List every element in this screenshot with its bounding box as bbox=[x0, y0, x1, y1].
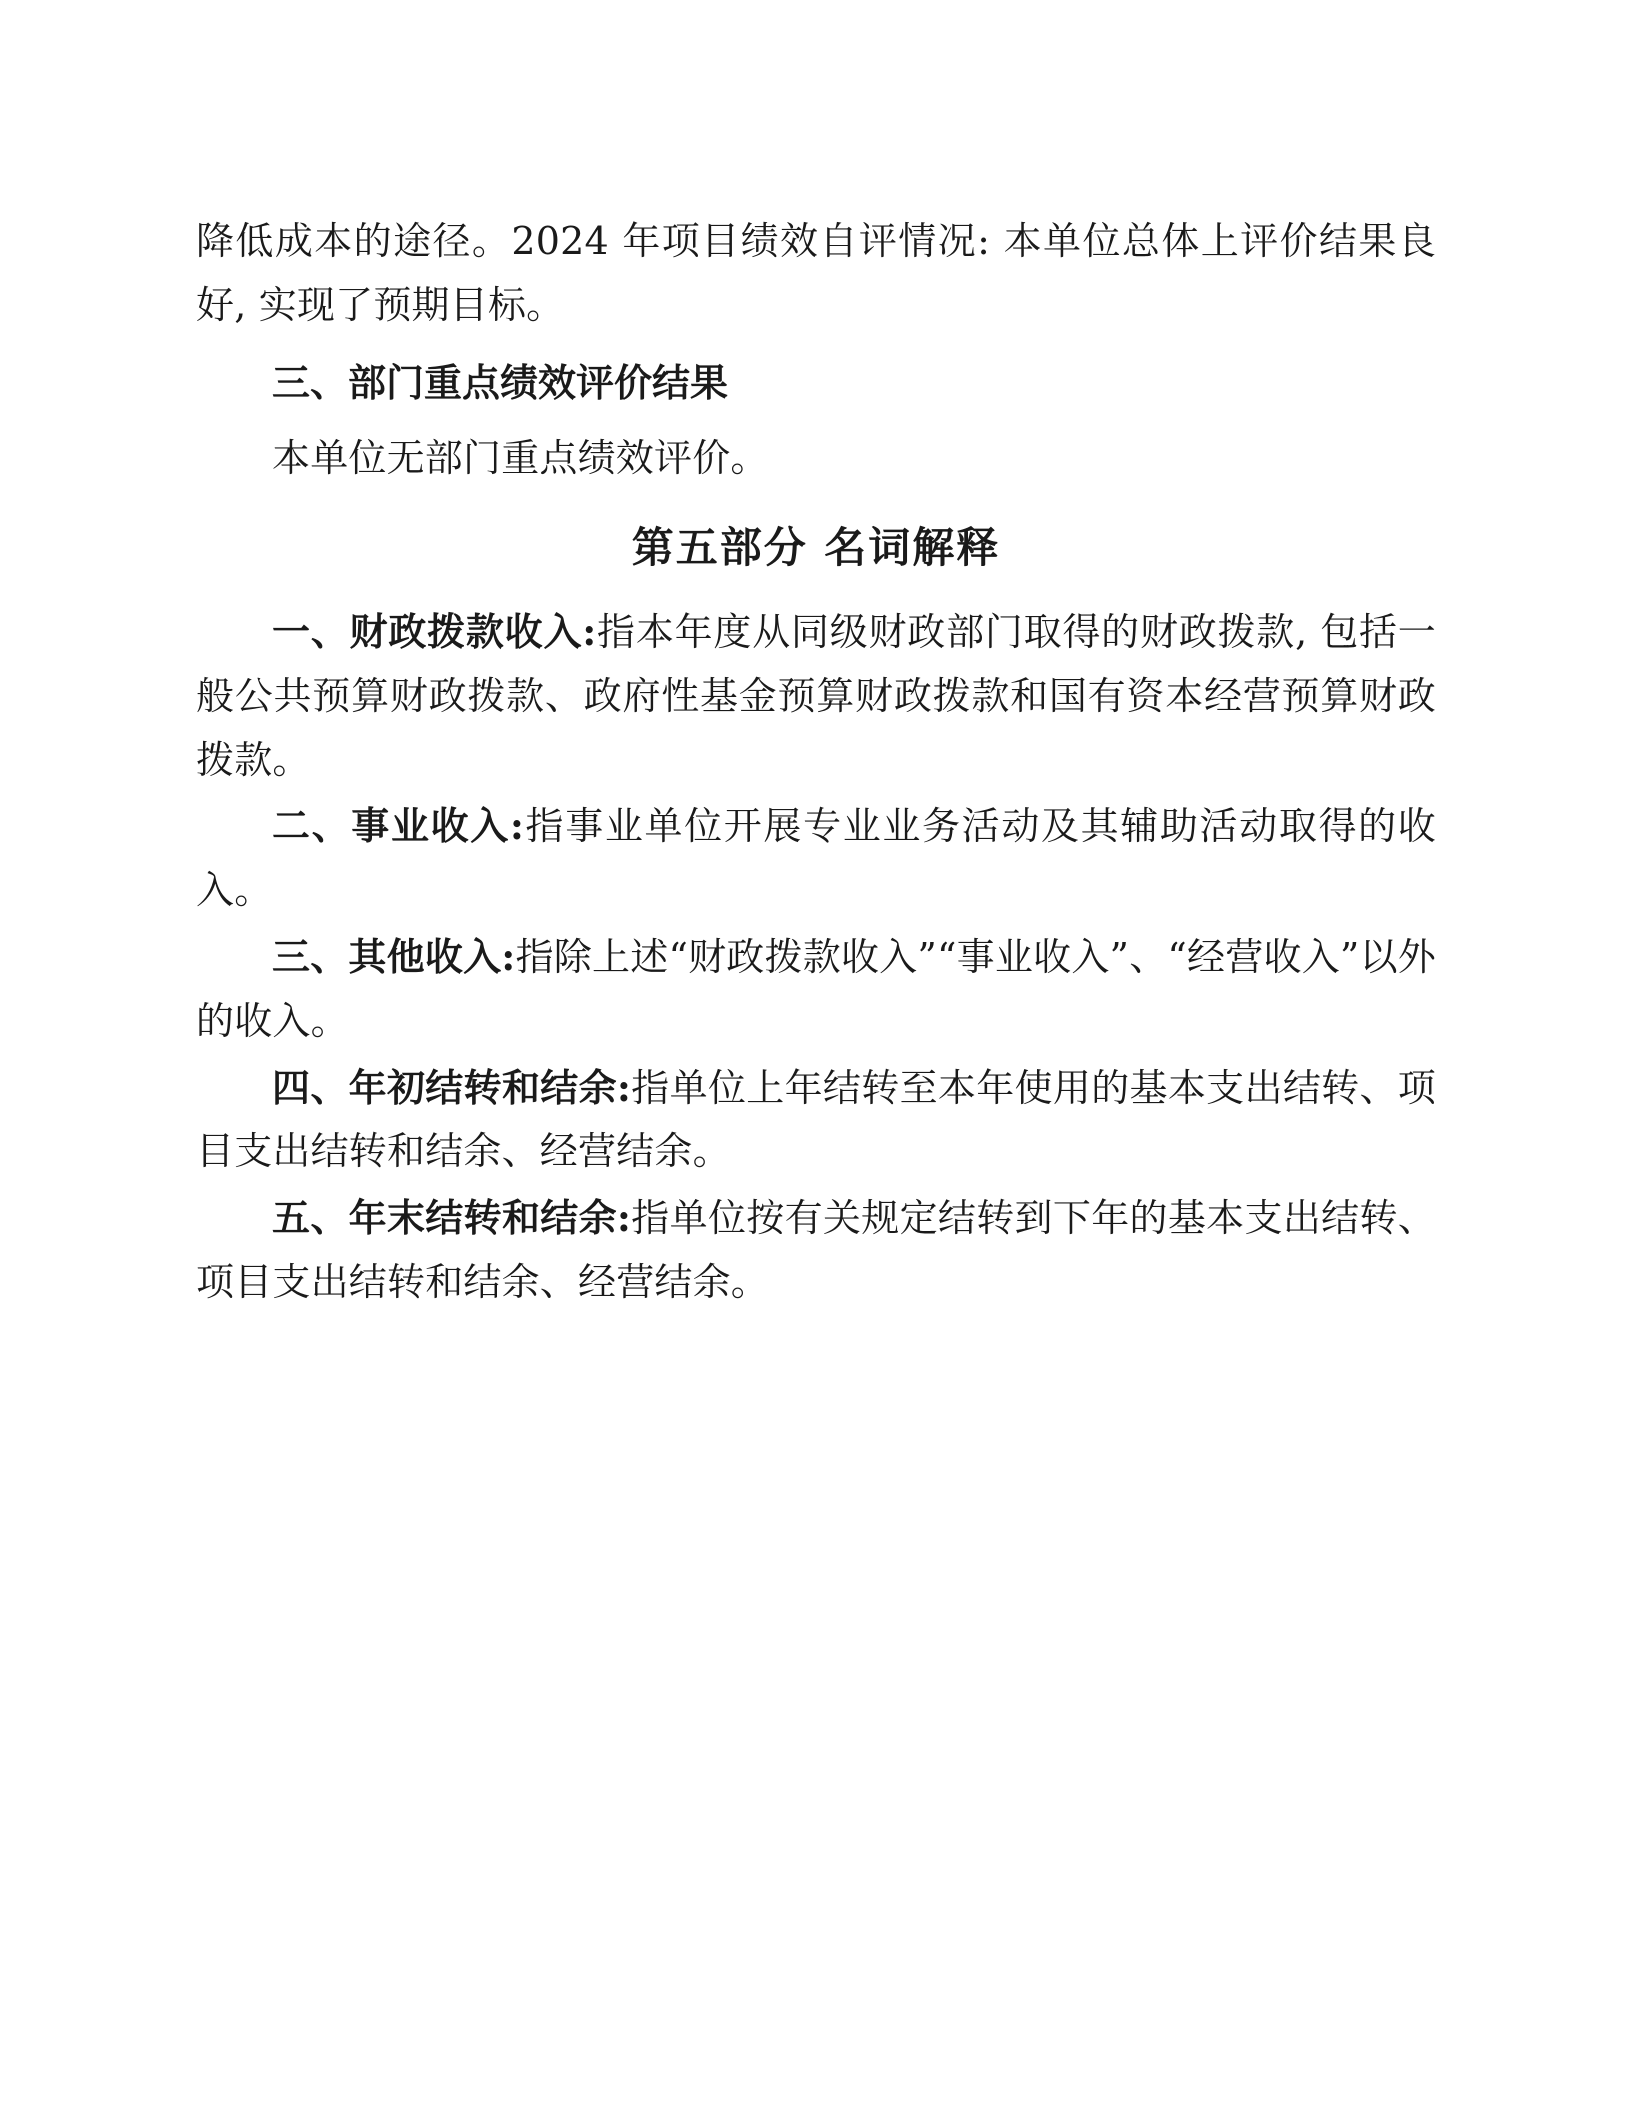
part-title: 第五部分 名词解释 bbox=[631, 523, 1001, 573]
term-label-4: 四、年初结转和结余: bbox=[272, 1064, 632, 1110]
term-text-2: 指事业单位开展专业业务活动及其辅助活动取得的收入。 bbox=[196, 804, 1436, 913]
term-label-2: 二、事业收入: bbox=[272, 803, 525, 849]
term-text-3: 指除上述“财政拨款收入”“事业收入”、“经营收入”以外的收入。 bbox=[196, 935, 1436, 1043]
term-label-1: 一、财政拨款收入: bbox=[272, 608, 597, 654]
paragraph-intro: 降低成本的途径。2024 年项目绩效自评情况: 本单位总体上评价结果良好, 实现了预期目标。 bbox=[196, 219, 1436, 327]
term-text-5: 指单位按有关规定结转到下年的基本支出结转、项目支出结转和结余、经营结余。 bbox=[196, 1196, 1437, 1305]
term-entry-1 bbox=[196, 600, 1436, 792]
term-text-1: 指本年度从同级财政部门取得的财政拨款, 包括一般公共预算财政拨款、政府性基金预算财政拨款和国有资本经营预算财政拨款。 bbox=[196, 609, 1436, 782]
term-entry-2 bbox=[196, 794, 1436, 923]
term-label-5: 五、年末结转和结余: bbox=[272, 1195, 632, 1241]
term-label-3: 三、其他收入: bbox=[272, 934, 516, 979]
term-entry-4 bbox=[196, 1056, 1436, 1185]
term-entry-5 bbox=[196, 1186, 1436, 1315]
term-entry-3 bbox=[196, 925, 1436, 1054]
section-heading: 三、部门重点绩效评价结果 bbox=[272, 360, 729, 405]
section-body-paragraph: 本单位无部门重点绩效评价。 bbox=[272, 436, 769, 481]
term-text-4: 指单位上年结转至本年使用的基本支出结转、项目支出结转和结余、经营结余。 bbox=[196, 1065, 1437, 1174]
